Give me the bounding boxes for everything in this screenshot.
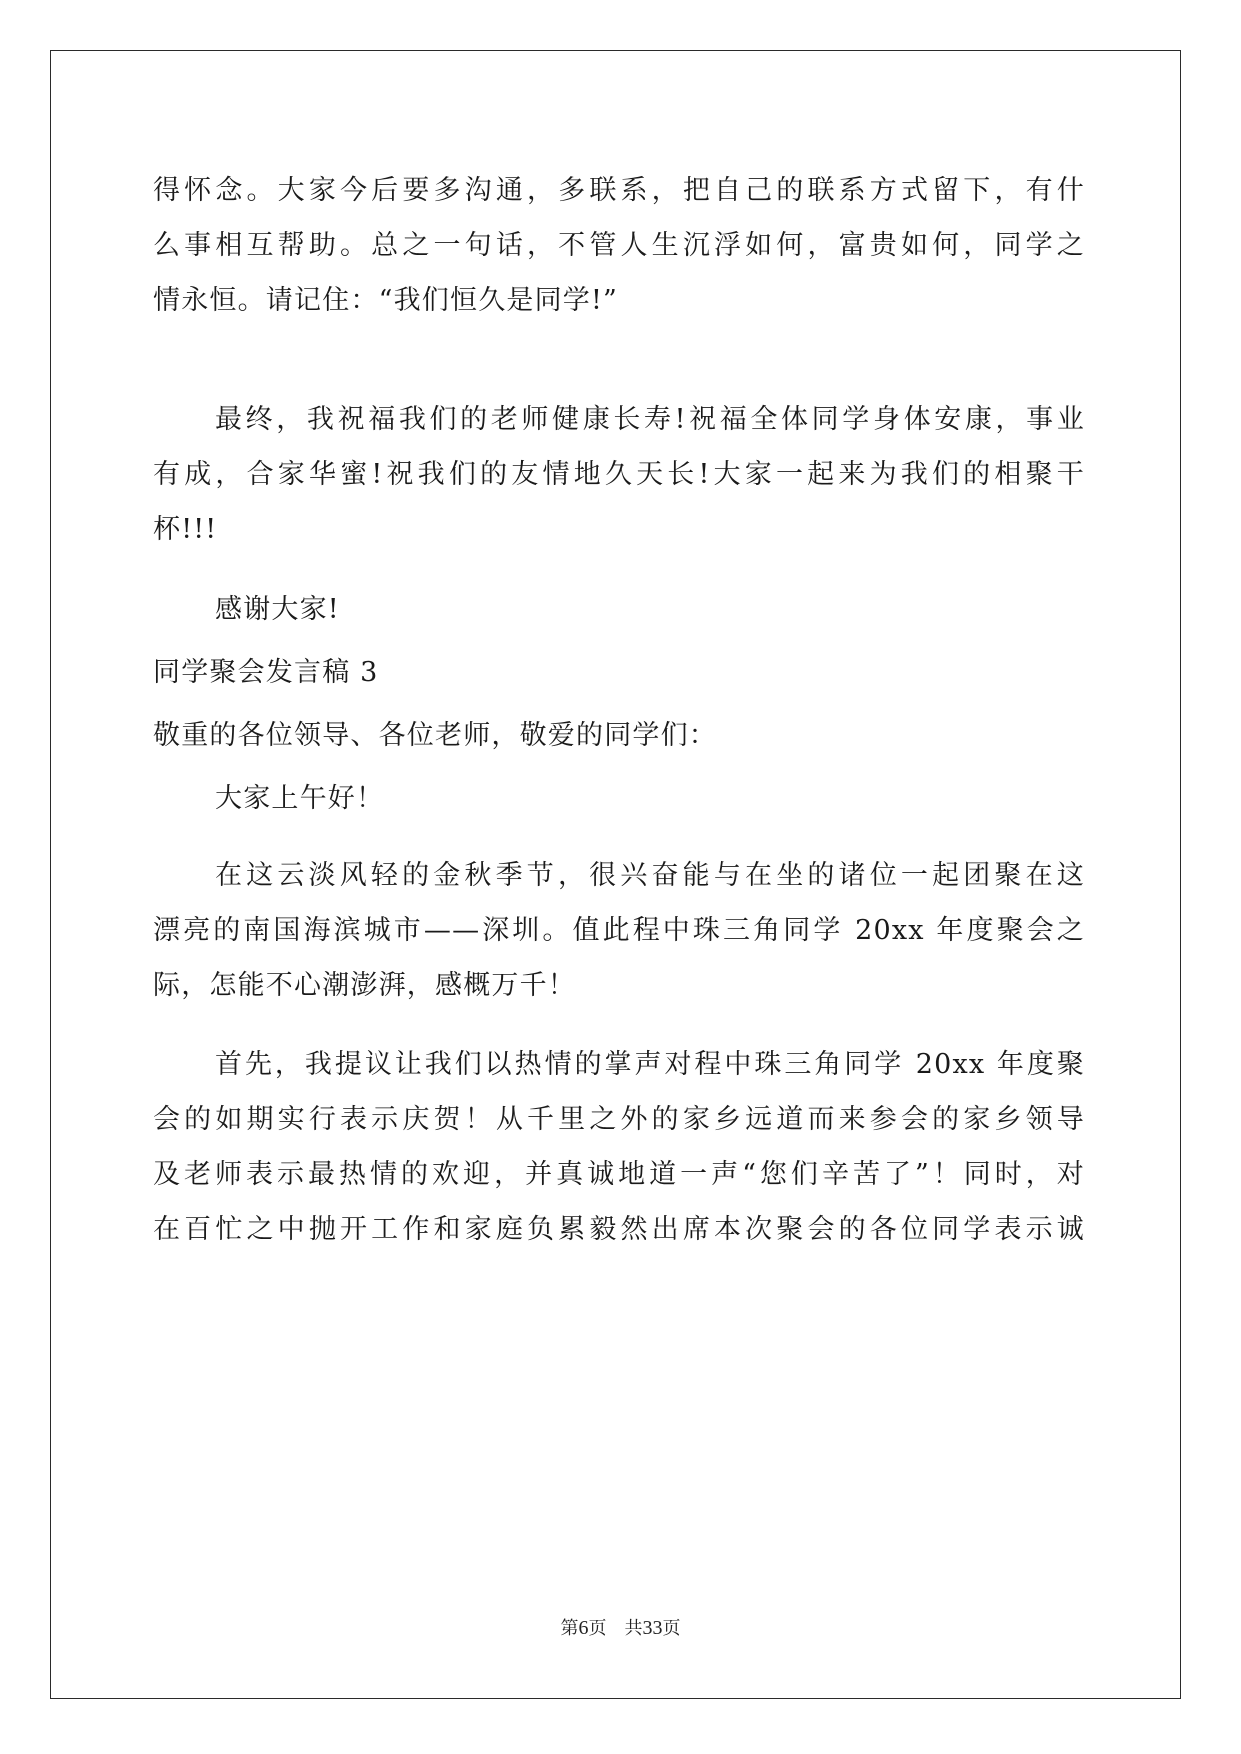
body-line: 有成，合家华蜜!祝我们的友情地久天长!大家一起来为我们的相聚干: [153, 459, 1085, 490]
body-line: 在这云淡风轻的金秋季节，很兴奋能与在坐的诸位一起团聚在这: [215, 860, 1085, 891]
page-footer: [0, 1616, 1241, 1641]
section-heading: 同学聚会发言稿 3: [153, 657, 379, 688]
total-prefix: 共: [624, 1618, 643, 1639]
body-line: 漂亮的南国海滨城市——深圳。值此程中珠三角同学 20xx 年度聚会之: [153, 915, 1085, 946]
body-line: 么事相互帮助。总之一句话，不管人生沉浮如何，富贵如何，同学之: [153, 230, 1085, 261]
body-line: 情永恒。请记住：“我们恒久是同学!”: [153, 285, 619, 316]
greeting: 大家上午好！: [215, 783, 385, 814]
body-line: 及老师表示最热情的欢迎，并真诚地道一声“您们辛苦了”！同时，对: [153, 1159, 1085, 1190]
body-line: 杯!!!: [153, 514, 218, 545]
body-line: 感谢大家!: [215, 594, 340, 625]
total-pages: 33: [642, 1617, 663, 1639]
page-number: 6: [578, 1617, 589, 1639]
body-line: 际，怎能不心潮澎湃，感概万千！: [153, 970, 576, 1001]
page-suffix: 页: [588, 1618, 607, 1639]
body-line: 会的如期实行表示庆贺！从千里之外的家乡远道而来参会的家乡领导: [153, 1104, 1085, 1135]
body-line: 在百忙之中抛开工作和家庭负累毅然出席本次聚会的各位同学表示诚: [153, 1214, 1085, 1245]
page-prefix: 第: [560, 1618, 579, 1639]
body-line: 最终，我祝福我们的老师健康长寿!祝福全体同学身体安康，事业: [215, 404, 1085, 435]
body-line: 首先，我提议让我们以热情的掌声对程中珠三角同学 20xx 年度聚: [215, 1049, 1085, 1080]
total-suffix: 页: [662, 1618, 681, 1639]
body-line: 得怀念。大家今后要多沟通，多联系，把自己的联系方式留下，有什: [153, 175, 1085, 206]
salutation: 敬重的各位领导、各位老师，敬爱的同学们：: [153, 720, 717, 751]
